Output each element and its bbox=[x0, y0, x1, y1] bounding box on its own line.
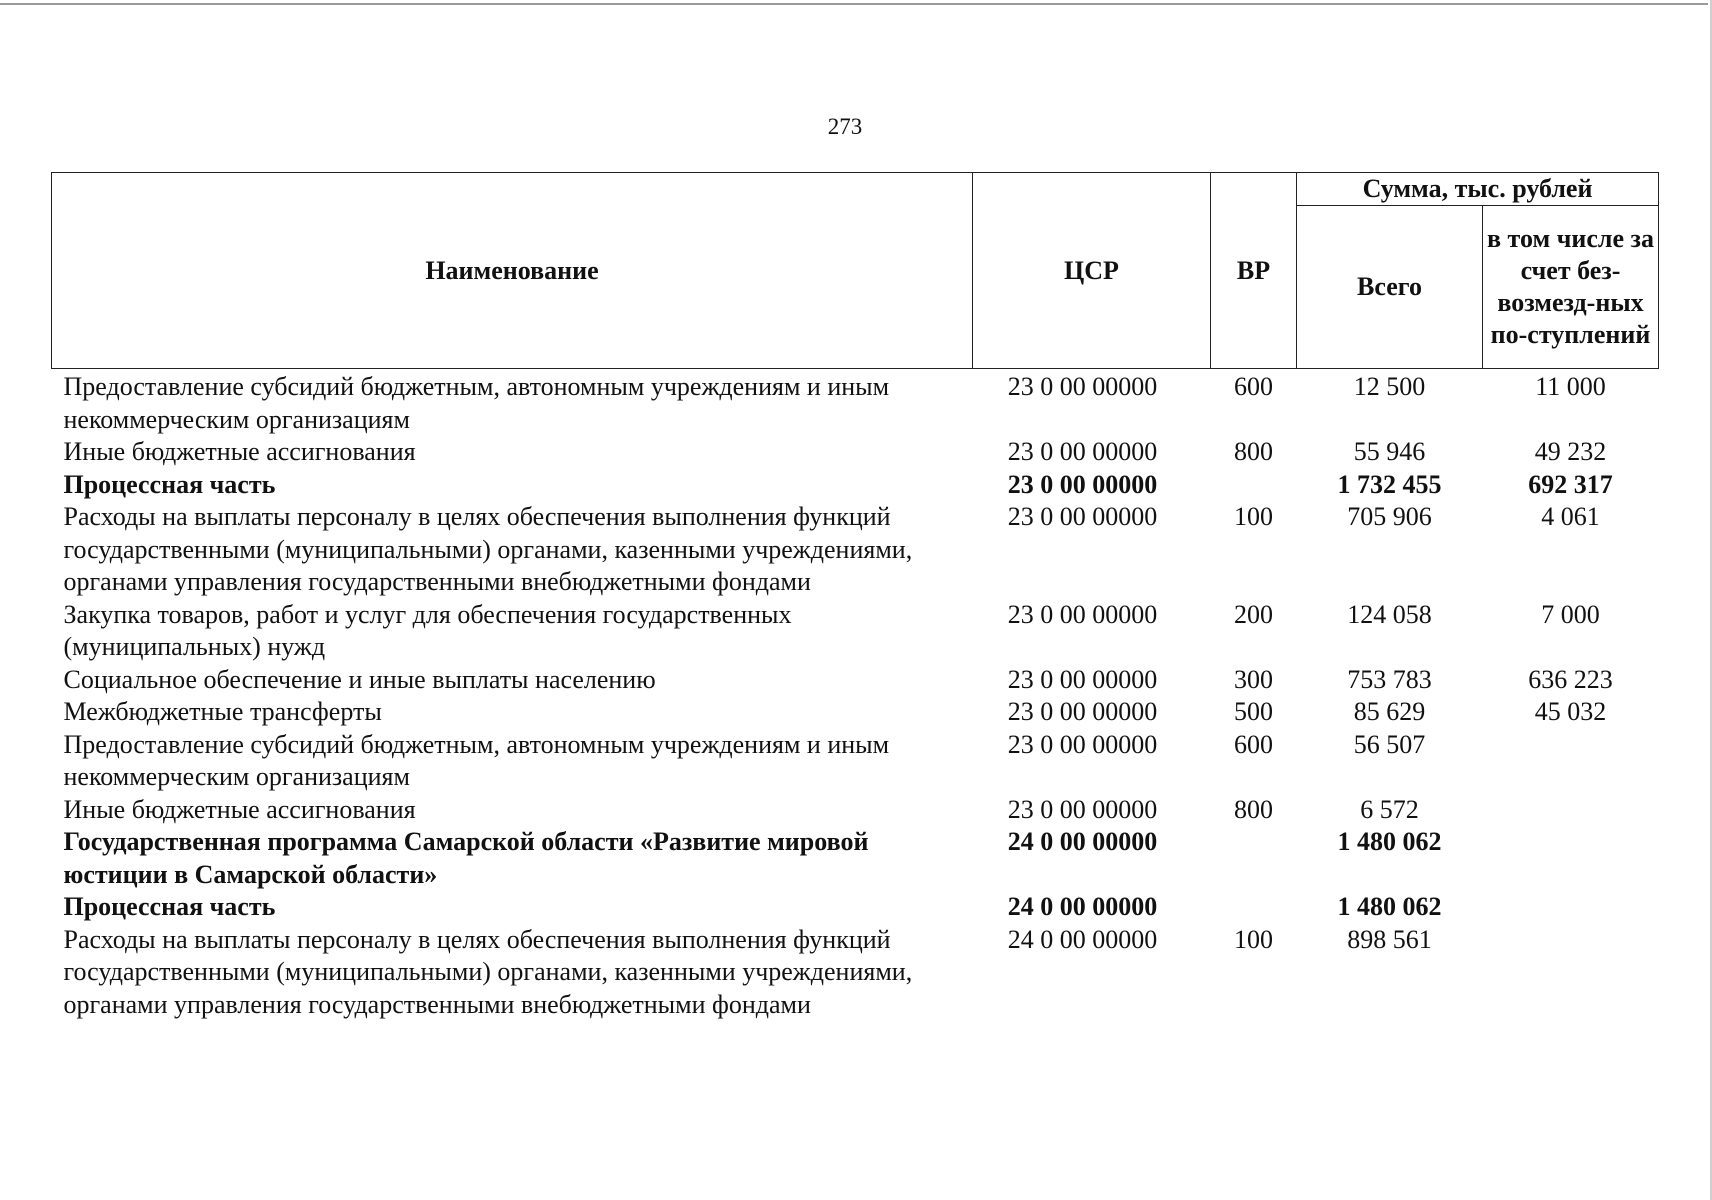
cell-name: Процессная часть bbox=[63, 892, 276, 921]
cell-csr: 23 0 00 00000 bbox=[1007, 697, 1158, 726]
table-row bbox=[52, 599, 1659, 664]
header-name: Наименование bbox=[52, 173, 973, 369]
table-row bbox=[52, 469, 1659, 502]
cell-free: 11 000 bbox=[1535, 372, 1606, 401]
cell-csr: 23 0 00 00000 bbox=[1007, 794, 1158, 824]
cell-csr: 23 0 00 00000 bbox=[1007, 372, 1158, 401]
page-edge-line bbox=[0, 3, 1708, 5]
cell-csr: 23 0 00 00000 bbox=[1007, 729, 1158, 759]
cell-total: 898 561 bbox=[1347, 924, 1432, 954]
header-csr: ЦСР bbox=[973, 173, 1211, 369]
cell-free: 692 317 bbox=[1528, 469, 1613, 499]
budget-table bbox=[51, 172, 1659, 1021]
cell-free bbox=[1483, 924, 1659, 1022]
cell-total: 1 732 455 bbox=[1337, 469, 1442, 499]
cell-free: 7 000 bbox=[1541, 599, 1600, 629]
cell-name: Государственная программа Самарской области «Развитие мировой юстиции в Самарской области» bbox=[63, 827, 869, 889]
cell-csr: 24 0 00 00000 bbox=[1007, 924, 1158, 954]
cell-vr: 100 bbox=[1234, 502, 1273, 531]
header-free: в том числе за счет без-возмезд-ных по-ступлений bbox=[1483, 206, 1659, 369]
cell-name: Социальное обеспечение и иные выплаты населению bbox=[63, 664, 656, 694]
table-row bbox=[52, 369, 1659, 437]
table-row bbox=[52, 826, 1659, 891]
cell-vr: 200 bbox=[1234, 599, 1273, 629]
cell-name: Расходы на выплаты персоналу в целях обеспечения выполнения функций государственными (муниципальными) органами, казенными учреждениями, органами управления государственными внебюджетными фондами bbox=[63, 924, 913, 1019]
cell-free bbox=[1483, 794, 1659, 827]
cell-vr bbox=[1211, 469, 1297, 502]
cell-vr: 500 bbox=[1234, 697, 1273, 726]
cell-total: 85 629 bbox=[1353, 697, 1426, 726]
cell-total: 1 480 062 bbox=[1337, 827, 1442, 856]
cell-name: Предоставление субсидий бюджетным, автономным учреждениям и иным некоммерческим организациям bbox=[63, 372, 890, 434]
cell-csr: 23 0 00 00000 bbox=[1007, 664, 1158, 694]
table-row bbox=[52, 664, 1659, 697]
cell-total: 12 500 bbox=[1353, 372, 1426, 401]
cell-name: Расходы на выплаты персоналу в целях обеспечения выполнения функций государственными (муниципальными) органами, казенными учреждениями, органами управления государственными внебюджетными фондами bbox=[63, 502, 913, 596]
cell-total: 55 946 bbox=[1353, 437, 1426, 466]
table-row bbox=[52, 501, 1659, 599]
cell-name: Процессная часть bbox=[63, 469, 276, 499]
table-row bbox=[52, 436, 1659, 469]
cell-vr bbox=[1211, 826, 1297, 891]
cell-free bbox=[1483, 826, 1659, 891]
table-row bbox=[52, 794, 1659, 827]
cell-vr: 600 bbox=[1234, 372, 1273, 401]
cell-csr: 23 0 00 00000 bbox=[1007, 599, 1158, 629]
cell-name: Межбюджетные трансферты bbox=[63, 697, 382, 726]
cell-free: 636 223 bbox=[1528, 664, 1613, 694]
table-header bbox=[52, 173, 1659, 369]
cell-total: 705 906 bbox=[1347, 502, 1432, 531]
header-vr: ВР bbox=[1211, 173, 1297, 369]
cell-free: 4 061 bbox=[1541, 502, 1600, 531]
cell-vr: 100 bbox=[1234, 924, 1273, 954]
header-sum-group: Сумма, тыс. рублей bbox=[1297, 173, 1659, 206]
cell-name: Предоставление субсидий бюджетным, автономным учреждениям и иным некоммерческим организациям bbox=[63, 729, 890, 791]
cell-total: 124 058 bbox=[1347, 599, 1432, 629]
cell-free bbox=[1483, 891, 1659, 924]
table-body bbox=[52, 369, 1659, 1022]
cell-total: 1 480 062 bbox=[1337, 892, 1442, 921]
cell-csr: 24 0 00 00000 bbox=[1007, 892, 1158, 921]
cell-csr: 24 0 00 00000 bbox=[1007, 827, 1158, 856]
cell-vr: 800 bbox=[1234, 437, 1273, 466]
table-row bbox=[52, 891, 1659, 924]
page-number: 273 bbox=[827, 114, 863, 139]
cell-name: Закупка товаров, работ и услуг для обеспечения государственных (муниципальных) нужд bbox=[63, 599, 792, 661]
cell-name: Иные бюджетные ассигнования bbox=[63, 794, 416, 824]
cell-name: Иные бюджетные ассигнования bbox=[63, 437, 416, 466]
table-row bbox=[52, 924, 1659, 1022]
cell-free bbox=[1483, 729, 1659, 794]
cell-free: 49 232 bbox=[1534, 437, 1607, 466]
cell-csr: 23 0 00 00000 bbox=[1007, 437, 1158, 466]
table-row bbox=[52, 729, 1659, 794]
cell-total: 6 572 bbox=[1360, 794, 1419, 824]
cell-vr: 800 bbox=[1234, 794, 1273, 824]
cell-vr bbox=[1211, 891, 1297, 924]
table-row bbox=[52, 696, 1659, 729]
cell-total: 56 507 bbox=[1353, 729, 1426, 759]
cell-vr: 600 bbox=[1234, 729, 1273, 759]
cell-vr: 300 bbox=[1234, 664, 1273, 694]
cell-free: 45 032 bbox=[1534, 697, 1607, 726]
header-total: Всего bbox=[1297, 206, 1483, 369]
cell-total: 753 783 bbox=[1347, 664, 1432, 694]
cell-csr: 23 0 00 00000 bbox=[1007, 502, 1158, 531]
cell-csr: 23 0 00 00000 bbox=[1007, 469, 1158, 499]
